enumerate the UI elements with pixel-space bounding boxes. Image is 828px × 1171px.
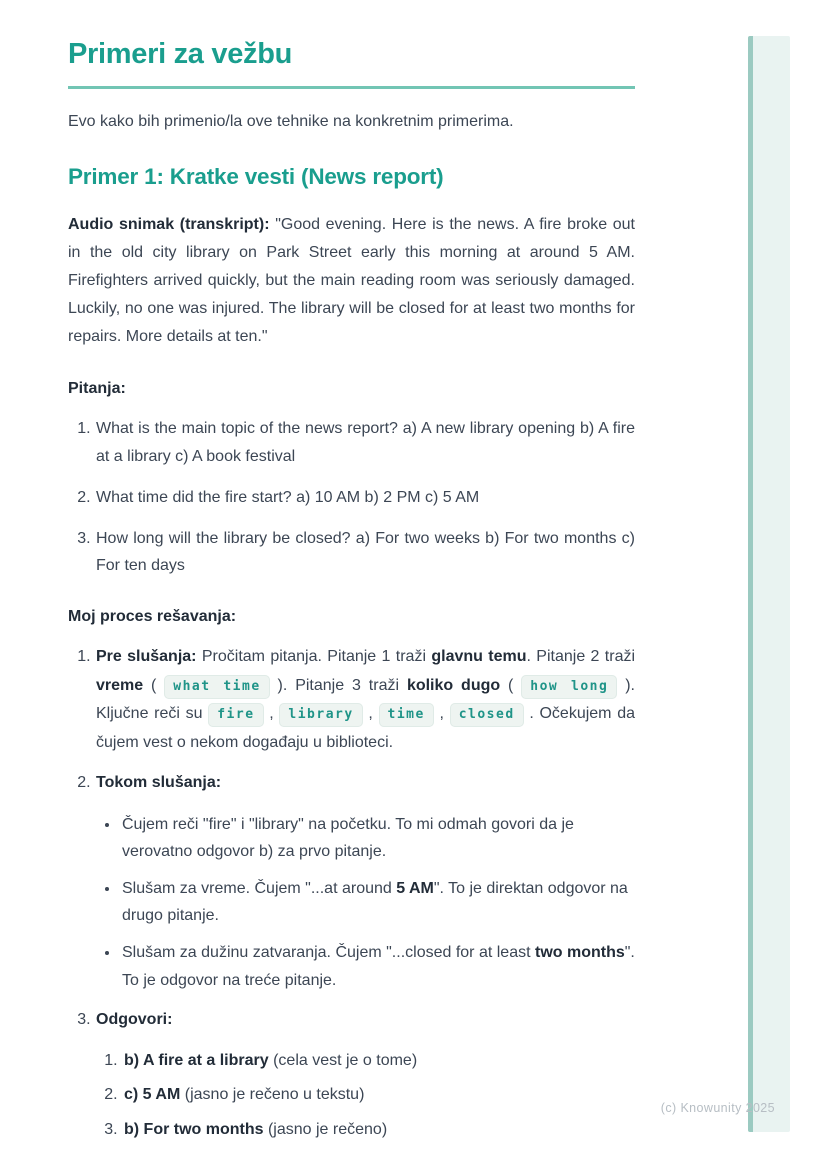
intro-paragraph: Evo kako bih primenio/la ove tehnike na konkretnim primerima.	[68, 113, 514, 131]
text-run: (jasno je rečeno u tekstu)	[180, 1086, 365, 1104]
keyword-tag: closed	[450, 703, 524, 727]
footer-copyright: (c) Knowunity 2025	[660, 1101, 775, 1115]
listening-notes-list	[96, 811, 635, 994]
process-step-text	[96, 769, 635, 797]
text-run: Slušam za vreme. Čujem "...at around	[122, 880, 397, 897]
bold-text: Audio snimak (transkript):	[68, 216, 270, 234]
bold-text: glavnu temu	[431, 648, 527, 666]
bold-text: Tokom slušanja:	[96, 774, 222, 792]
page-title: Primeri za vežbu	[68, 38, 293, 70]
text-run: ,	[362, 705, 379, 723]
right-accent-bar	[748, 36, 790, 1132]
keyword-tag: fire	[208, 703, 263, 727]
process-step	[95, 769, 635, 994]
question-item: 2. What time did the fire start? a) 10 AM b) 2 PM c) 5 AM	[95, 484, 635, 511]
answer-item	[122, 1047, 635, 1074]
text-run: Slušam za dužinu zatvaranja. Čujem "...closed for at least	[122, 944, 535, 962]
bold-text: vreme	[96, 676, 144, 694]
text-run: "Good evening. Here is the news. A fire broke out in the old city library on Park Street early this morning at around 5 AM. Firefighters arrived quickly, but the main reading room was seriously damaged. Luckily, no one was injured. The library will be closed for at least two months for repairs. More details at ten."	[68, 216, 636, 346]
keyword-tag: library	[279, 703, 362, 727]
process-step	[95, 643, 635, 757]
keyword-tag: how long	[521, 675, 617, 699]
bullet-item	[120, 875, 635, 929]
keyword-tag: what time	[164, 675, 269, 699]
bullet-item	[120, 939, 635, 993]
text-run: Pročitam pitanja. Pitanje 1 traži	[196, 648, 432, 666]
bold-text: Pre slušanja:	[96, 648, 197, 666]
bold-text: two months	[534, 944, 625, 962]
bold-text: c) 5 AM	[124, 1086, 181, 1104]
text-run: ). Ključne reči su	[96, 676, 635, 723]
process-list	[68, 643, 635, 1143]
text-run: . Očekujem da čujem vest o nekom događaju u biblioteci.	[96, 705, 636, 751]
text-run: ,	[433, 705, 450, 723]
answer-item	[122, 1116, 635, 1143]
title-underline	[68, 86, 635, 89]
text-run: ". To je odgovor na treće pitanje.	[122, 944, 635, 989]
text-run: ). Pitanje 3 traži	[269, 676, 407, 694]
keyword-tag: time	[379, 703, 434, 727]
text-run: ,	[263, 705, 280, 723]
process-step-text	[96, 1006, 635, 1034]
text-run: (cela vest je o tome)	[268, 1052, 418, 1070]
bold-text: koliko dugo	[406, 676, 501, 694]
question-item: 3. How long will the library be closed? a) For two weeks b) For two months c) For ten days	[95, 525, 635, 579]
process-step-text	[96, 643, 635, 757]
document-content	[68, 0, 635, 1150]
text-run: (	[143, 676, 165, 694]
process-step	[95, 1006, 635, 1143]
section-title: Primer 1: Kratke vesti (News report)	[68, 164, 444, 190]
bold-text: b) For two months	[124, 1120, 264, 1138]
questions-heading: Pitanja:	[68, 380, 126, 398]
text-run: ". To je direktan odgovor na drugo pitanje.	[122, 880, 628, 925]
transcript-paragraph	[68, 211, 635, 351]
text-run: Čujem reči "fire" i "library" na početku. To mi odmah govori da je verovatno odgovor b) za prvo pitanje.	[122, 815, 574, 860]
bold-text: Odgovori:	[96, 1010, 173, 1028]
question-item: 1. What is the main topic of the news report? a) A new library opening b) A fire at a library c) A book festival	[95, 415, 635, 469]
bold-text: 5 AM	[396, 880, 434, 897]
bullet-item	[120, 811, 635, 865]
process-heading: Moj proces rešavanja:	[68, 608, 237, 626]
bold-text: b) A fire at a library	[124, 1052, 269, 1070]
questions-list	[68, 415, 635, 579]
text-run: (jasno je rečeno)	[263, 1120, 388, 1138]
text-run: (	[500, 676, 522, 694]
answers-list	[96, 1047, 635, 1143]
text-run: . Pitanje 2 traži	[526, 648, 636, 666]
answer-item	[122, 1081, 635, 1108]
